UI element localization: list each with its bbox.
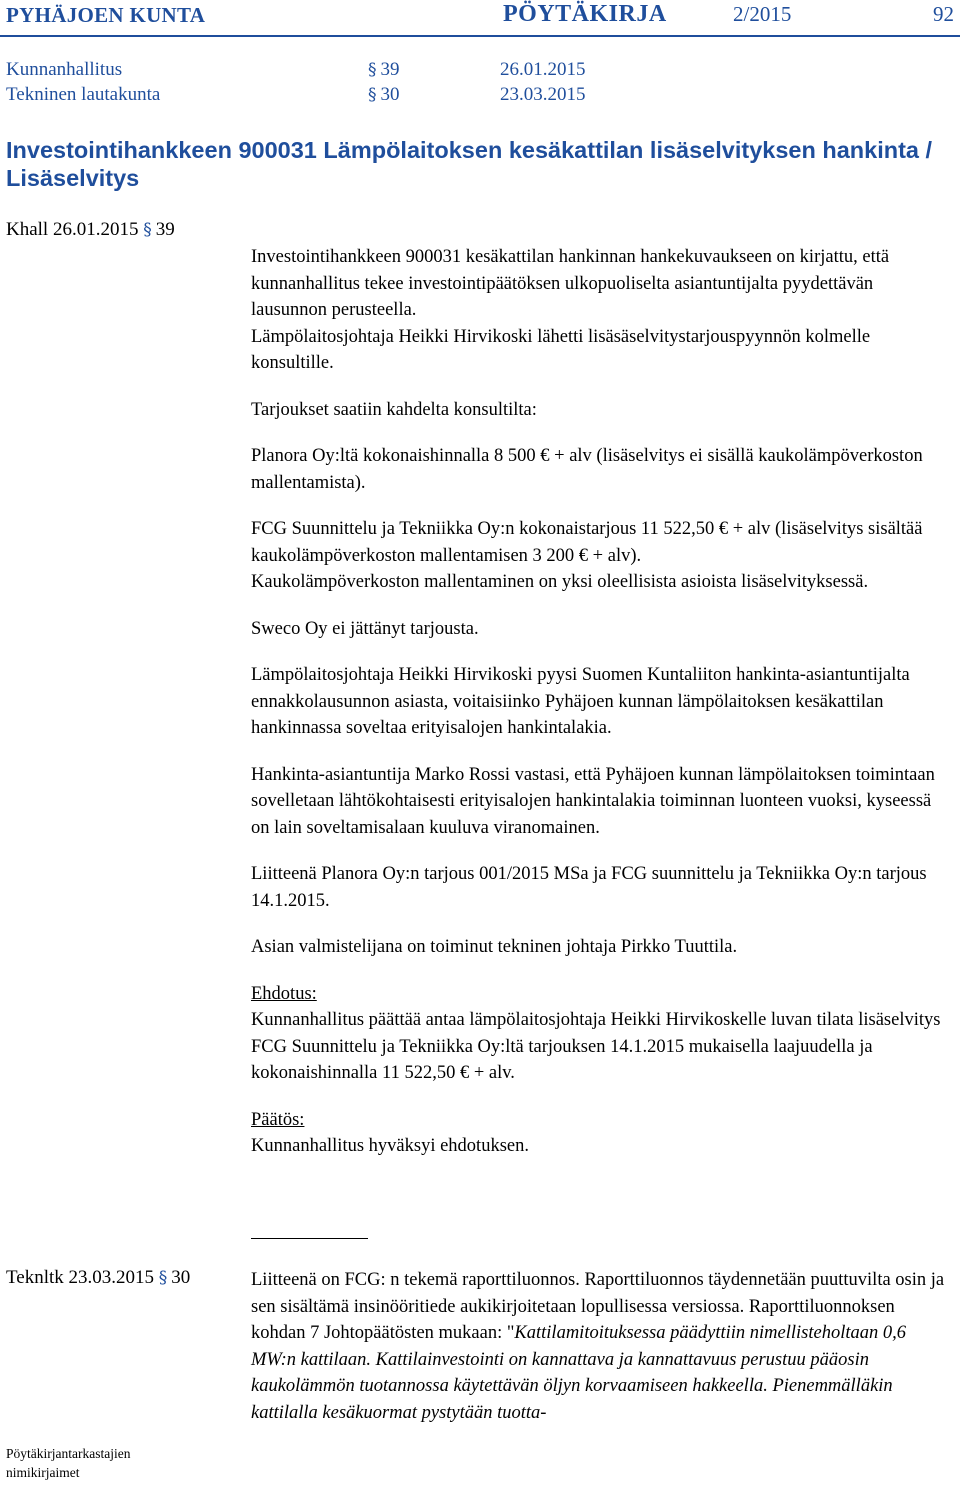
footer-initials-label — [6, 1444, 130, 1482]
meeting-section-2: § 30 — [368, 84, 400, 105]
decision-text: Kunnanhallitus hyväksyi ehdotuksen. — [251, 1136, 529, 1156]
signature-rule — [251, 1238, 368, 1239]
paragraph: Lämpölaitosjohtaja Heikki Hirvikoski lähetti lisäsäselvitystarjouspyynnön kolmelle konsultille. — [251, 326, 871, 373]
paragraph: FCG Suunnittelu ja Tekniikka Oy:n kokonaistarjous 11 522,50 € + alv (lisäselvitys sisältää kaukolämpöverkoston mallentamisen 3 200 € + alv). — [251, 519, 923, 566]
page-number: 92 — [933, 2, 954, 26]
paragraph: Planora Oy:ltä kokonaishinnalla 8 500 € + alv (lisäselvitys ei sisällä kaukolämpöverkoston mallentamista). — [251, 446, 923, 493]
section-sign-icon: § — [158, 1268, 168, 1288]
section-sign-icon: § — [368, 85, 377, 105]
agenda-title: Investointihankkeen 900031 Lämpölaitoksen kesäkattilan lisäselvityksen hankinta / Lisäselvitys — [6, 137, 933, 191]
paragraph: Lämpölaitosjohtaja Heikki Hirvikoski pyysi Suomen Kuntaliiton hankinta-asiantuntijalta ennakkolausunnon asiasta, voitaisiinko Pyhäjoen kunnan lämpölaitoksen kesäkattilan hankinnassa soveltaa erityisalojen hankintalakia. — [251, 665, 910, 738]
header-rule — [0, 35, 960, 37]
section-sign-icon: § — [368, 60, 377, 80]
section-sign-icon: § — [143, 220, 152, 240]
paragraph: Hankinta-asiantuntija Marko Rossi vastasi, että Pyhäjoen kunnan lämpölaitoksen toimintaan sovelletaan lähtökohtaisesti erityisalojen hankintalakia toiminnan luonteen vuoksi, kyseessä on lain soveltamisalaan kuuluva viranomainen. — [251, 764, 935, 838]
decision-label: Päätös: — [251, 1109, 305, 1130]
meeting-date-1: 26.01.2015 — [500, 59, 586, 80]
tekn-body — [251, 1267, 951, 1426]
khall-body — [251, 244, 951, 1160]
proposal-text: Kunnanhallitus päättää antaa lämpölaitosjohtaja Heikki Hirvikoskelle luvan tilata lisäselvitys FCG Suunnittelu ja Tekniikka Oy:ltä tarjouksen 14.1.2015 mukaisella laajuudella ja kokonaishinnalla 11 522,50 € + alv. — [251, 1010, 941, 1083]
footer-line-2: nimikirjaimet — [6, 1465, 80, 1480]
paragraph: Tarjoukset saatiin kahdelta konsultilta: — [251, 399, 537, 420]
paragraph: Sweco Oy ei jättänyt tarjousta. — [251, 618, 479, 639]
meeting-section-1: § 39 — [368, 59, 400, 80]
tekn-reference: Teknltk 23.03.2015 § 30 — [6, 1267, 191, 1288]
paragraph: Asian valmistelijana on toiminut tekninen johtaja Pirkko Tuuttila. — [251, 937, 738, 957]
khall-reference: Khall 26.01.2015 § 39 — [6, 219, 175, 240]
meeting-body-2: Tekninen lautakunta — [6, 84, 161, 105]
paragraph: Kaukolämpöverkoston mallentaminen on yksi oleellisista asioista lisäselvityksessä. — [251, 572, 869, 592]
footer-line-1: Pöytäkirjantarkastajien — [6, 1446, 131, 1461]
paragraph: Liitteenä Planora Oy:n tarjous 001/2015 MSa ja FCG suunnittelu ja Tekniikka Oy:n tarjous 14.1.2015. — [251, 864, 927, 911]
proposal-label: Ehdotus: — [251, 983, 317, 1004]
organization-name: PYHÄJOEN KUNTA — [6, 3, 206, 27]
document-type: PÖYTÄKIRJA — [503, 1, 667, 27]
meeting-date-2: 23.03.2015 — [500, 84, 586, 105]
document-number: 2/2015 — [733, 2, 792, 26]
paragraph — [251, 1267, 951, 1426]
report-quote: Kattilamitoituksessa päädyttiin nimellisteholtaan 0,6 MW:n kattilaan. Kattilainvestointi on kannattava ja kannattavuus perustuu pääosin kaukolämmön tuotannossa käytettävän öljyn korvaamiseen hakkeella. Pienemmälläkin kattilalla kesäkuormat pystytään tuotta- — [251, 1323, 906, 1423]
meeting-body-1: Kunnanhallitus — [6, 59, 123, 80]
paragraph: Investointihankkeen 900031 kesäkattilan hankinnan hankekuvaukseen on kirjattu, että kunnanhallitus tekee investointipäätöksen ulkopuoliselta asiantuntijalta pyydettävän lausunnon perusteella. — [251, 247, 890, 320]
report-intro: Liitteenä on FCG: n tekemä raporttiluonnos. Raporttiluonnos täydennetään puuttuvilta osin ja sen sisältämä insinööritiede aukikirjoitetaan lopullisessa versiossa. Raporttiluonnoksen kohdan 7 Johtopäätösten mukaan: " — [251, 1270, 945, 1343]
